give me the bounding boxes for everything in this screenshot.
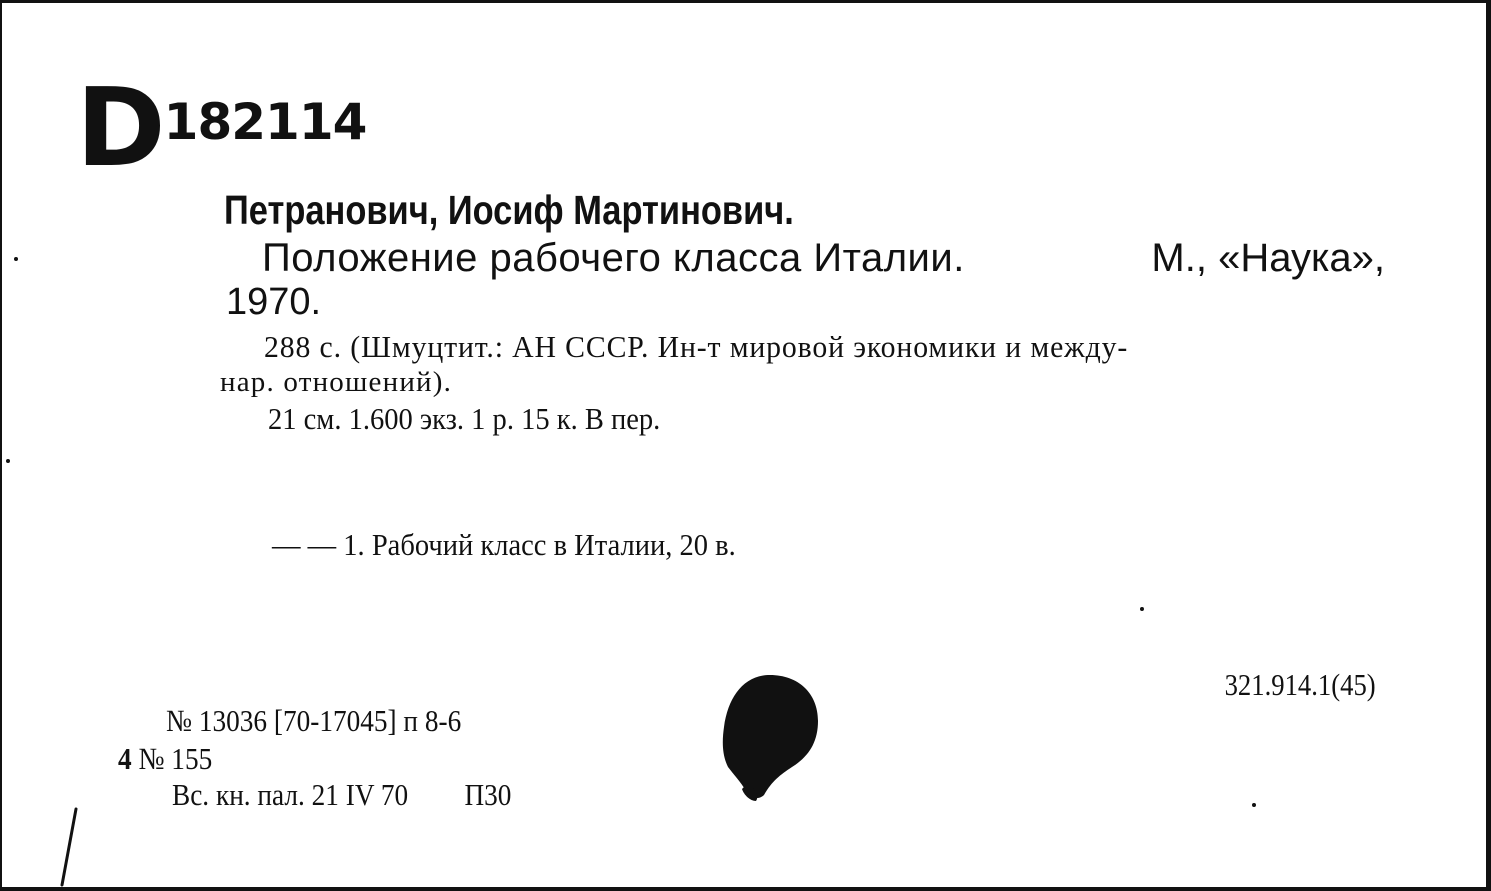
speck-mark (1252, 803, 1256, 807)
print-info-line-2-prefix: 4 (118, 741, 132, 776)
print-info-line-3 (172, 777, 511, 813)
print-info-line-2-number: № 155 (138, 741, 213, 776)
call-number-digits: 182114 (163, 93, 367, 151)
subject-heading: — — 1. Рабочий класс в Италии, 20 в. (272, 527, 736, 562)
print-info-line-2 (118, 741, 212, 777)
call-number (76, 66, 367, 191)
print-info-line-3-right: П30 (464, 777, 512, 812)
pen-stroke-mark (58, 807, 80, 887)
publication-year: 1970. (226, 281, 322, 323)
description-line-3: 21 см. 1.600 экз. 1 р. 15 к. В пер. (268, 401, 661, 436)
description-line-1: 288 с. (Шмуцтит.: АН СССР. Ин-т мировой экономики и между- (264, 329, 1129, 364)
author-heading: Петранович, Иосиф Мартинович. (224, 187, 794, 233)
speck-mark (6, 459, 10, 463)
description-line-2: нар. отношений). (220, 366, 453, 398)
classification-number: 321.914.1(45) (1224, 667, 1376, 702)
print-info-line-1: № 13036 [70-17045] п 8-6 (166, 703, 462, 738)
speck-mark (14, 257, 18, 261)
speck-mark (1140, 607, 1144, 611)
publisher: М., «Наука», (1151, 236, 1385, 280)
call-number-letter: D (76, 66, 164, 191)
book-title: Положение рабочего класса Италии. (262, 236, 965, 280)
print-info-line-3-left: Вс. кн. пал. 21 IV 70 (172, 777, 409, 812)
ink-blot-stamp (720, 671, 822, 803)
